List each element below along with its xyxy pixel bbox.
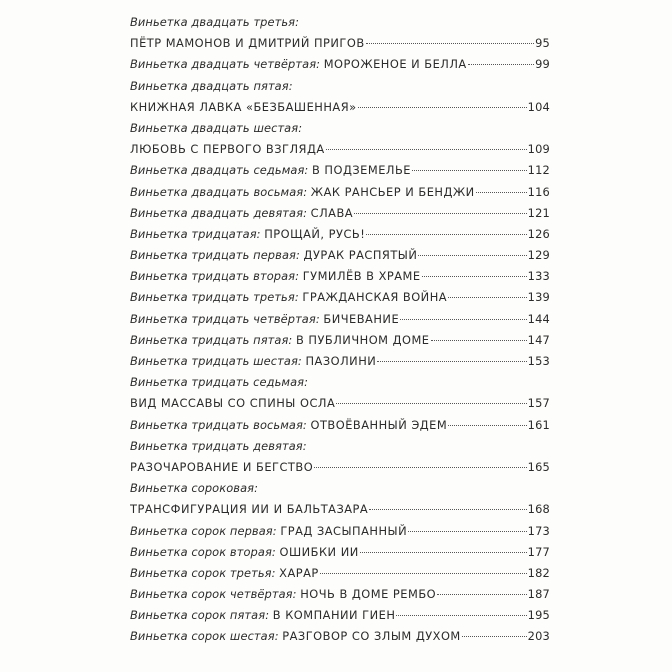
toc-leader-dots	[326, 149, 527, 150]
toc-entry-label: Виньетка двадцать шестая:	[130, 120, 303, 135]
toc-entry	[130, 415, 550, 436]
toc-entry-title: ОШИБКИ ИИ	[279, 544, 359, 559]
toc-entry-label: Виньетка тридцать вторая:	[130, 269, 300, 284]
toc-leader-dots	[418, 255, 526, 256]
toc-entry-title-line	[130, 499, 550, 520]
toc-entry-page: 112	[527, 163, 550, 178]
toc-entry-title: РАЗГОВОР СО ЗЛЫМ ДУХОМ	[282, 629, 461, 644]
toc-leader-dots	[462, 636, 527, 637]
toc-entry-label: Виньетка тридцать третья:	[130, 290, 299, 305]
toc-entry-line	[130, 330, 550, 351]
toc-entry-page: 147	[527, 332, 550, 347]
toc-entry-page: 104	[527, 99, 550, 114]
toc-entry-title-line	[130, 457, 550, 478]
toc-entry-title: ВИД МАССАВЫ СО СПИНЫ ОСЛА	[130, 396, 336, 411]
toc-entry	[130, 182, 550, 203]
toc-entry-title: НОЧЬ В ДОМЕ РЕМБО	[300, 587, 437, 602]
toc-entry	[130, 584, 550, 605]
toc-entry	[130, 266, 550, 287]
toc-entry-label-line	[130, 478, 550, 499]
toc-entry-title-line	[130, 97, 550, 118]
toc-entry-label: Виньетка тридцать восьмая:	[130, 417, 307, 432]
toc-entry	[130, 287, 550, 308]
toc-entry-label: Виньетка тридцать седьмая:	[130, 375, 309, 390]
toc-entry-line	[130, 521, 550, 542]
toc-entry-title: ЖАК РАНСЬЕР И БЕНДЖИ	[310, 184, 475, 199]
toc-entry-label-line	[130, 372, 550, 393]
toc-entry	[130, 626, 550, 647]
toc-leader-dots	[377, 361, 526, 362]
toc-entry-line	[130, 203, 550, 224]
toc-entry-title-line	[130, 33, 550, 54]
table-of-contents	[130, 12, 550, 648]
toc-entry-page: 153	[527, 354, 550, 368]
toc-entry-label: Виньетка двадцать восьмая:	[130, 184, 308, 199]
toc-leader-dots	[369, 509, 526, 510]
toc-entry-page: 177	[527, 544, 550, 559]
toc-leader-dots	[431, 340, 527, 341]
toc-entry	[130, 521, 550, 542]
toc-entry-label: Виньетка сорок пятая:	[130, 608, 270, 623]
toc-leader-dots	[412, 170, 527, 171]
toc-entry	[130, 309, 550, 330]
toc-entry-title: ОТВОЁВАННЫЙ ЭДЕМ	[310, 417, 448, 432]
toc-entry	[130, 351, 550, 372]
toc-entry-page: 133	[527, 269, 550, 284]
toc-entry-label: Виньетка сорок шестая:	[130, 629, 279, 644]
toc-leader-dots	[366, 234, 526, 235]
toc-entry-title: ГРАД ЗАСЫПАННЫЙ	[280, 523, 408, 538]
toc-entry-page: 157	[527, 396, 550, 411]
toc-entry-label: Виньетка тридцать девятая:	[130, 438, 307, 453]
toc-entry-title: ГУМИЛЁВ В ХРАМЕ	[302, 269, 421, 284]
toc-entry	[130, 372, 550, 414]
toc-entry-title: РАЗОЧАРОВАНИЕ И БЕГСТВО	[130, 459, 314, 474]
toc-entry-title: В ПУБЛИЧНОМ ДОМЕ	[295, 332, 430, 347]
toc-entry-page: 99	[535, 57, 550, 72]
toc-entry-label: Виньетка сорок первая:	[130, 523, 277, 538]
toc-entry-line	[130, 54, 550, 75]
toc-entry-page: 168	[527, 502, 550, 517]
toc-leader-dots	[408, 531, 527, 532]
toc-entry-title: В КОМПАНИИ ГИЕН	[272, 608, 396, 623]
toc-entry-title: ПРОЩАЙ, РУСЬ!	[264, 226, 366, 241]
toc-entry-page: 161	[527, 417, 550, 432]
toc-entry-page: 187	[527, 587, 550, 602]
toc-entry-page: 129	[527, 248, 550, 263]
toc-entry-line	[130, 266, 550, 287]
toc-entry-line	[130, 563, 550, 584]
toc-entry-page: 144	[527, 311, 550, 326]
toc-entry-title: БИЧЕВАНИЕ	[323, 311, 400, 326]
toc-entry-line	[130, 605, 550, 626]
toc-entry-page: 95	[535, 36, 550, 51]
toc-entry-line	[130, 160, 550, 181]
toc-leader-dots	[314, 467, 526, 468]
toc-entry-label: Виньетка двадцать четвёртая:	[130, 57, 321, 72]
toc-entry	[130, 118, 550, 160]
toc-leader-dots	[400, 319, 527, 320]
toc-entry	[130, 605, 550, 626]
toc-entry-label: Виньетка двадцать девятая:	[130, 205, 308, 220]
toc-entry-title-line	[130, 139, 550, 160]
toc-leader-dots	[336, 403, 526, 404]
toc-entry	[130, 54, 550, 75]
toc-entry-title: КНИЖНАЯ ЛАВКА «БЕЗБАШЕННАЯ»	[130, 99, 357, 114]
toc-entry-line	[130, 584, 550, 605]
toc-entry-label: Виньетка сорок вторая:	[130, 544, 276, 559]
toc-entry-label-line	[130, 76, 550, 97]
toc-entry-line	[130, 224, 550, 245]
toc-leader-dots	[360, 552, 527, 553]
toc-leader-dots	[448, 297, 527, 298]
toc-entry-page: 116	[527, 184, 550, 199]
toc-entry-line	[130, 245, 550, 266]
toc-entry-line	[130, 351, 550, 372]
toc-leader-dots	[358, 107, 527, 108]
toc-leader-dots	[422, 276, 527, 277]
toc-entry-title: МОРОЖЕНОЕ И БЕЛЛА	[323, 57, 467, 72]
toc-entry	[130, 478, 550, 520]
toc-leader-dots	[437, 594, 527, 595]
toc-entry-label: Виньетка тридцатая:	[130, 226, 261, 241]
toc-entry-label: Виньетка тридцать четвёртая:	[130, 311, 320, 326]
toc-entry-label-line	[130, 12, 550, 33]
toc-entry-label: Виньетка сорок третья:	[130, 565, 276, 580]
toc-entry-page: 182	[527, 565, 550, 580]
toc-entry-page: 165	[527, 459, 550, 474]
toc-entry	[130, 160, 550, 181]
toc-leader-dots	[320, 573, 527, 574]
toc-entry-label-line	[130, 436, 550, 457]
toc-leader-dots	[448, 425, 526, 426]
toc-entry-title: В ПОДЗЕМЕЛЬЕ	[312, 163, 411, 178]
toc-entry-title: ТРАНСФИГУРАЦИЯ ИИ И БАЛЬТАЗАРА	[130, 502, 369, 517]
toc-leader-dots	[396, 615, 526, 616]
toc-entry	[130, 12, 550, 54]
toc-entry-page: 195	[527, 608, 550, 623]
toc-entry-line	[130, 287, 550, 308]
toc-entry-title: ЛЮБОВЬ С ПЕРВОГО ВЗГЛЯДА	[130, 142, 325, 157]
toc-leader-dots	[354, 213, 527, 214]
toc-entry	[130, 330, 550, 351]
toc-leader-dots	[366, 43, 534, 44]
toc-entry-label: Виньетка сорок четвёртая:	[130, 587, 297, 602]
toc-entry-title: СЛАВА	[310, 205, 354, 220]
toc-entry-page: 121	[527, 205, 550, 220]
toc-entry-label: Виньетка тридцать пятая:	[130, 332, 293, 347]
toc-entry	[130, 203, 550, 224]
toc-entry-label-line	[130, 118, 550, 139]
toc-entry-title: ПАЗОЛИНИ	[305, 354, 377, 368]
toc-leader-dots	[476, 192, 527, 193]
toc-entry	[130, 224, 550, 245]
toc-entry	[130, 436, 550, 478]
toc-entry-label: Виньетка двадцать пятая:	[130, 78, 293, 93]
toc-entry-line	[130, 182, 550, 203]
toc-entry	[130, 542, 550, 563]
toc-entry-page: 173	[527, 523, 550, 538]
toc-entry-label: Виньетка тридцать первая:	[130, 248, 300, 263]
toc-entry-label: Виньетка тридцать шестая:	[130, 354, 302, 368]
toc-entry-page: 139	[527, 290, 550, 305]
toc-entry-page: 126	[527, 226, 550, 241]
toc-entry-line	[130, 542, 550, 563]
toc-entry-page: 203	[527, 629, 550, 644]
toc-entry	[130, 563, 550, 584]
toc-entry	[130, 76, 550, 118]
toc-leader-dots	[468, 64, 534, 65]
toc-entry-label: Виньетка двадцать седьмая:	[130, 163, 309, 178]
toc-entry-title: ПЁТР МАМОНОВ И ДМИТРИЙ ПРИГОВ	[130, 36, 365, 51]
toc-entry-title-line	[130, 393, 550, 414]
toc-entry-title: ГРАЖДАНСКАЯ ВОЙНА	[302, 290, 448, 305]
toc-entry-line	[130, 309, 550, 330]
toc-entry-line	[130, 415, 550, 436]
toc-entry-title: ДУРАК РАСПЯТЫЙ	[303, 248, 418, 263]
toc-entry-label: Виньетка двадцать третья:	[130, 15, 300, 29]
toc-entry-label: Виньетка сороковая:	[130, 481, 259, 496]
toc-entry-page: 109	[527, 142, 550, 157]
toc-entry-title: ХАРАР	[279, 565, 319, 580]
toc-entry	[130, 245, 550, 266]
toc-entry-line	[130, 626, 550, 647]
